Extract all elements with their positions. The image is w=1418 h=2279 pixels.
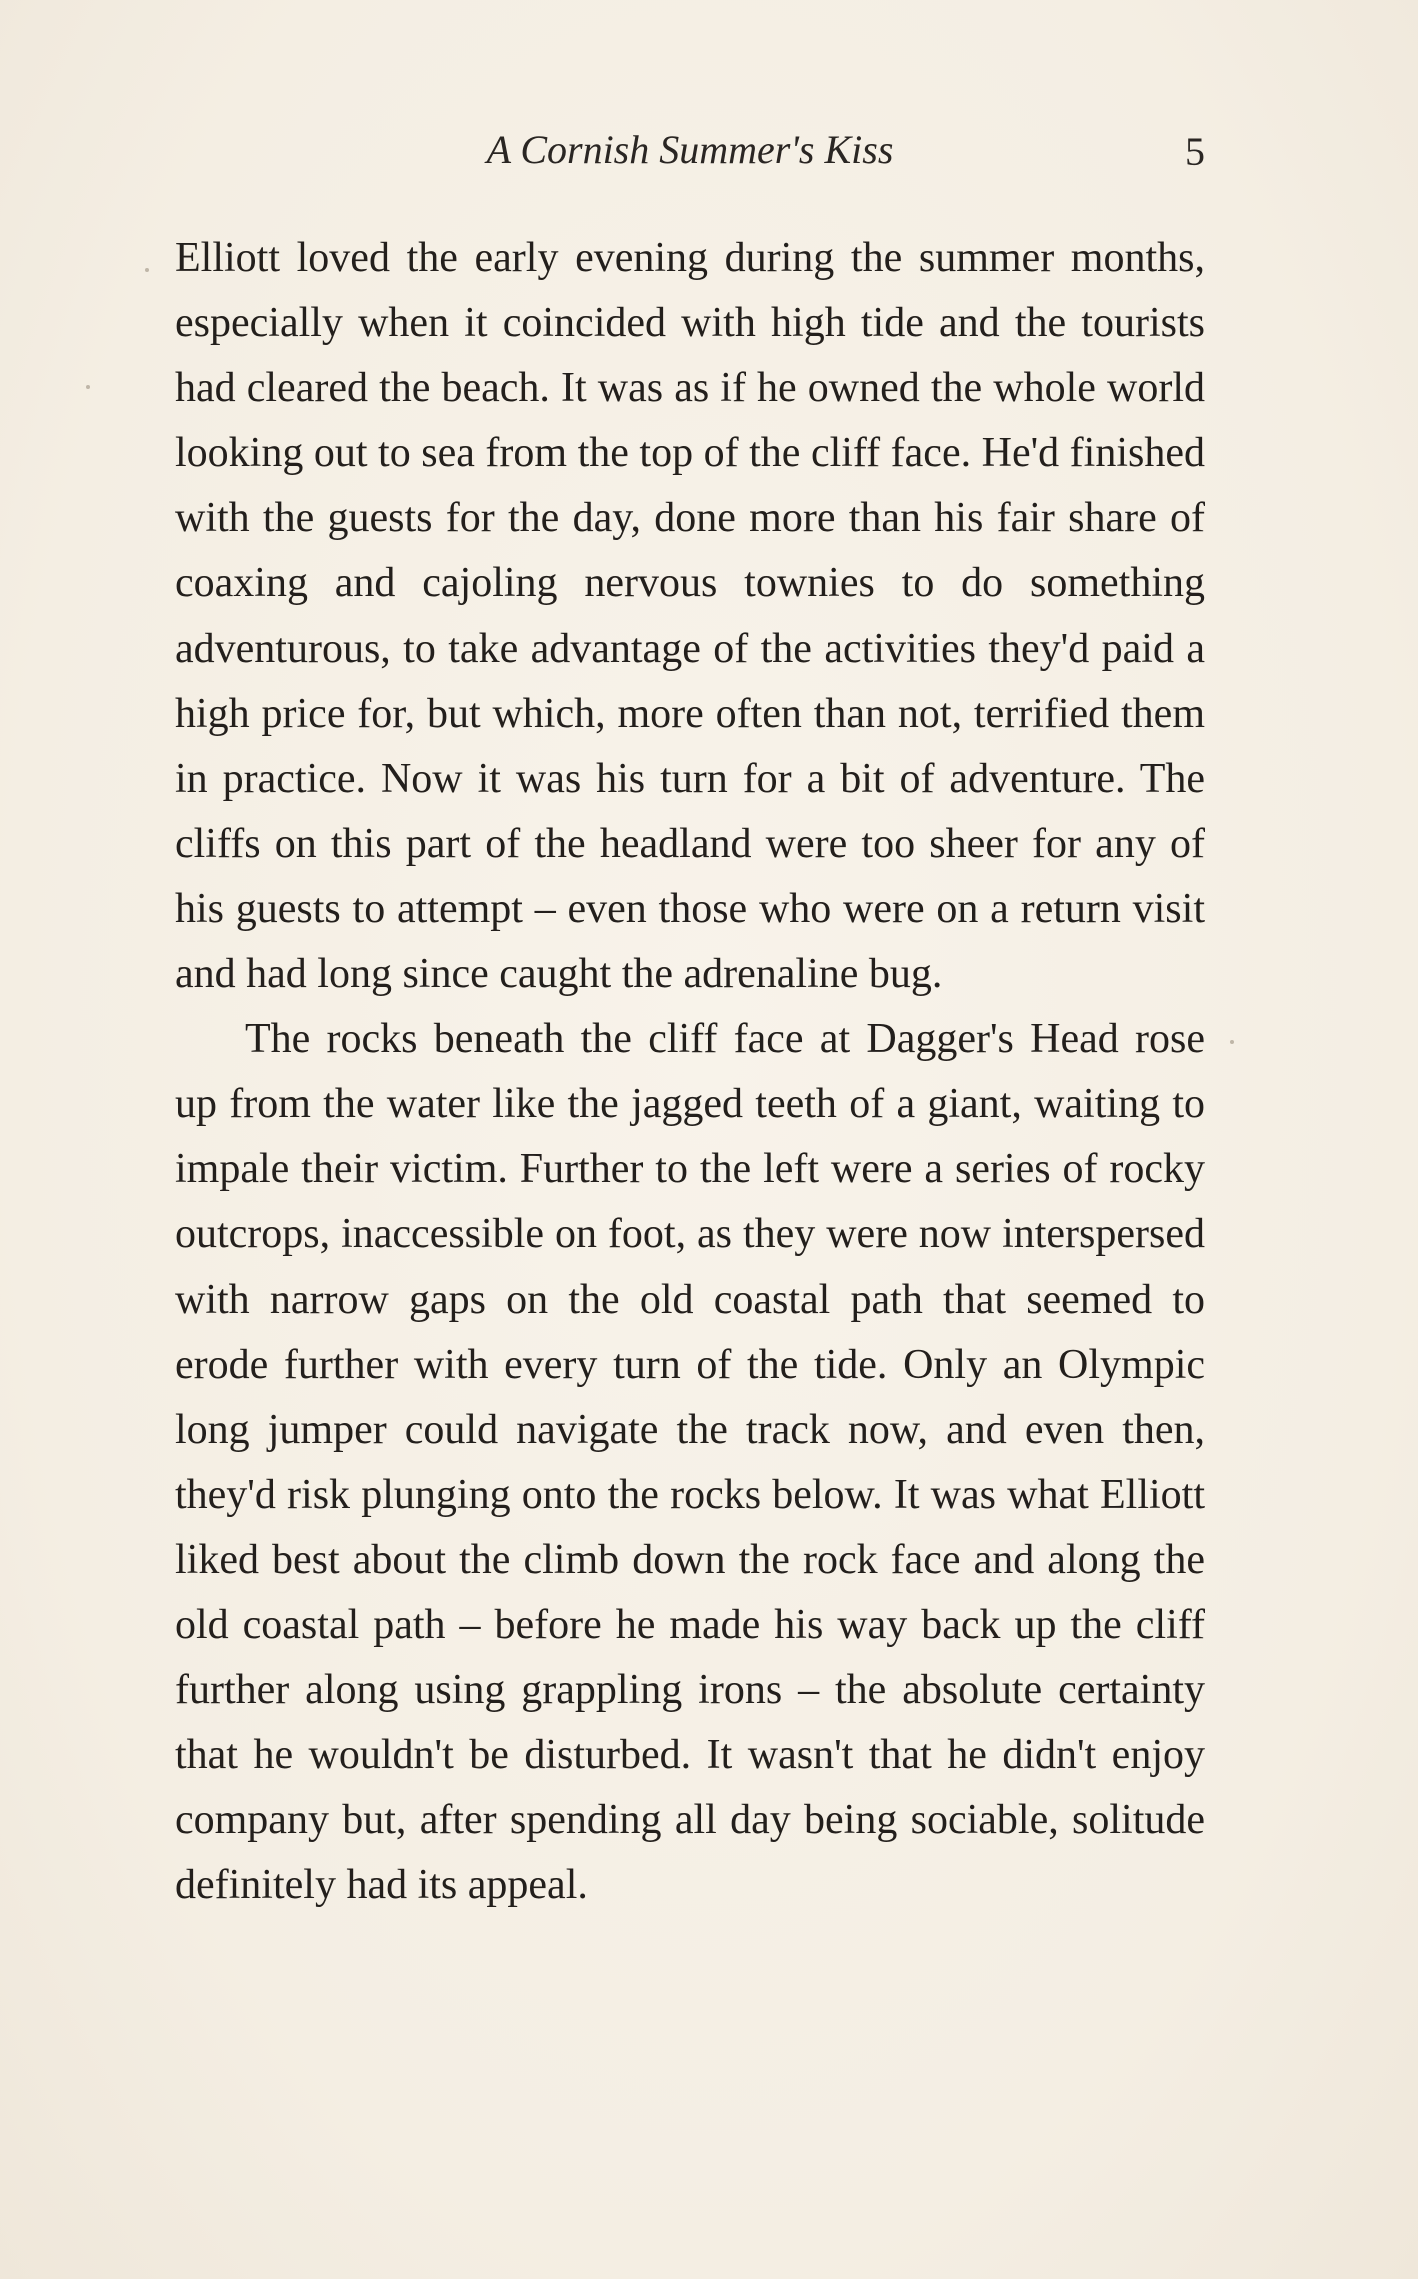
page-number: 5 bbox=[1185, 129, 1205, 174]
paper-speck bbox=[1230, 1040, 1234, 1044]
body-text bbox=[175, 226, 1205, 1918]
paper-speck bbox=[86, 385, 90, 389]
paper-speck bbox=[145, 268, 149, 272]
paragraph-1: Elliott loved the early evening during the summer months, especially when it coincided with high tide and the tourists had cleared the beach. It was as if he owned the whole world looking out to sea from the top of the cliff face. He'd finished with the guests for the day, done more than his fair share of coaxing and cajoling nervous townies to do something adventurous, to take advantage of the activities they'd paid a high price for, but which, more often than not, terrified them in practice. Now it was his turn for a bit of adventure. The cliffs on this part of the headland were too sheer for any of his guests to attempt – even those who were on a return visit and had long since caught the adrenaline bug. bbox=[175, 235, 1205, 998]
running-head bbox=[175, 124, 1205, 176]
running-title: A Cornish Summer's Kiss bbox=[486, 127, 894, 172]
paragraph-2: The rocks beneath the cliff face at Dagger's Head rose up from the water like the jagged teeth of a giant, waiting to impale their victim. Further to the left were a series of rocky outcrops, inaccessible on foot, as they were now interspersed with narrow gaps on the old coastal path that seemed to erode further with every turn of the tide. Only an Olympic long jumper could navigate the track now, and even then, they'd risk plunging onto the rocks below. It was what Elliott liked best about the climb down the rock face and along the old coastal path – before he made his way back up the cliff further along using grappling irons – the absolute certainty that he wouldn't be disturbed. It wasn't that he didn't enjoy company but, after spending all day being sociable, solitude definitely had its appeal. bbox=[175, 1016, 1205, 1909]
